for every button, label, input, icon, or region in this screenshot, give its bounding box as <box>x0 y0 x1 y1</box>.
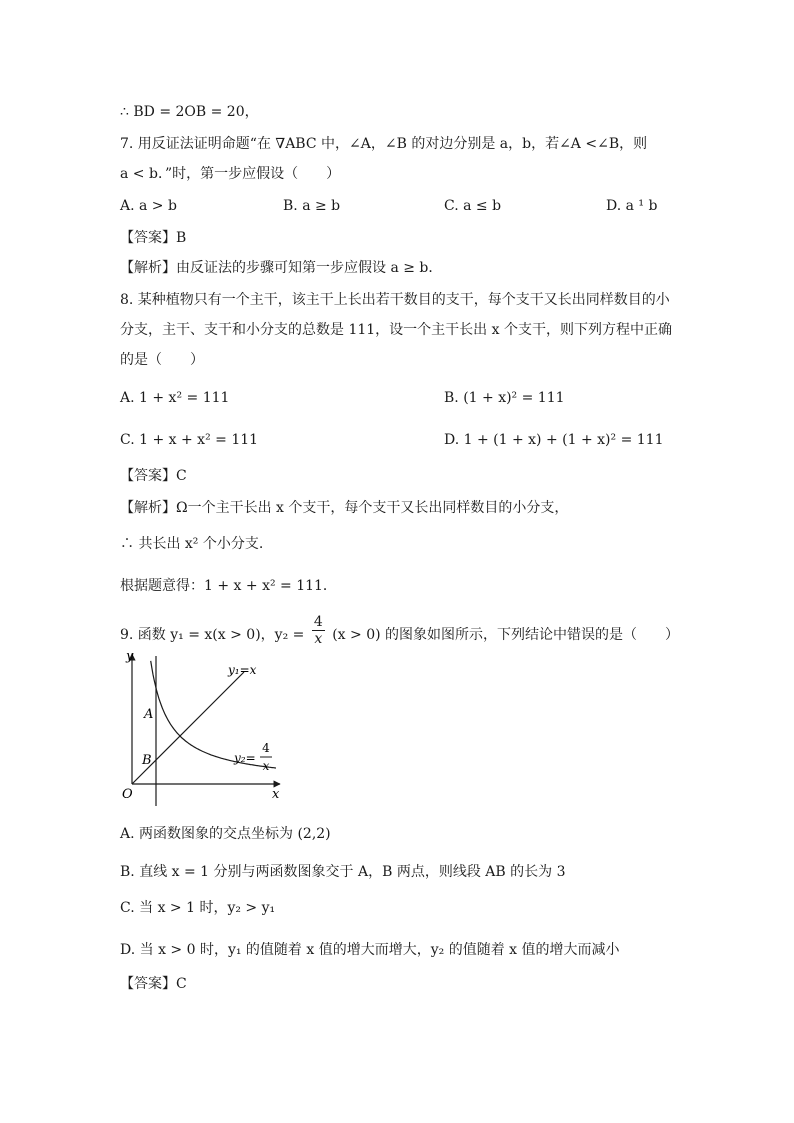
label-x-axis: x <box>272 787 280 802</box>
q7-option-a: A. a > b <box>120 198 177 214</box>
q8-option-c: C. 1 + x + x² = 111 <box>120 432 259 448</box>
q9-graph-svg <box>110 648 290 806</box>
q8-answer: 【答案】C <box>120 468 187 484</box>
q7-analysis: 【解析】由反证法的步骤可知第一步应假设 a ≥ b． <box>120 260 443 276</box>
curve-y2 <box>151 661 276 768</box>
label-y-axis: y <box>126 649 134 664</box>
q7-stem-line2: a < b．”时，第一步应假设（ ） <box>120 166 341 182</box>
q7-stem-line1: 7. 用反证法证明命题“在 ∇ABC 中，∠A，∠B 的对边分别是 a，b，若∠A <∠B，则 <box>120 136 648 152</box>
label-y1: y₁=x <box>228 663 257 677</box>
q7-option-d: D. a ¹ b <box>606 198 658 214</box>
q9-option-b: B. 直线 x = 1 分别与两函数图象交于 A，B 两点，则线段 AB 的长为 3 <box>120 864 566 880</box>
q8-stem-line3: 的是（ ） <box>120 352 204 368</box>
q9-stem-suffix: (x > 0) 的图象如图所示，下列结论中错误的是（ ） <box>332 626 680 643</box>
solution-line-bd: ∴ BD = 2OB = 20， <box>120 104 259 120</box>
q8-option-d: D. 1 + (1 + x) + (1 + x)² = 111 <box>444 432 664 448</box>
label-origin: O <box>122 787 133 802</box>
label-y2: y₂= <box>234 751 256 765</box>
q8-option-b: B. (1 + x)² = 111 <box>444 390 565 406</box>
q9-fraction <box>312 614 325 647</box>
label-point-a: A <box>144 707 154 722</box>
label-y2-denominator: x <box>262 759 270 773</box>
label-y2-numerator: 4 <box>262 741 270 755</box>
q7-option-c: C. a ≤ b <box>444 198 502 214</box>
label-point-b: B <box>142 753 152 768</box>
q9-fraction-numerator: 4 <box>313 614 323 630</box>
q9-option-d: D. 当 x > 0 时，y₁ 的值随着 x 值的增大而增大，y₂ 的值随着 x 值的增大而减小 <box>120 942 620 958</box>
q8-analysis-3: 根据题意得：1 + x + x² = 111． <box>120 578 337 594</box>
q9-function-graph <box>110 648 290 806</box>
q9-stem-prefix: 9. 函数 y₁ = x(x > 0)，y₂ = <box>120 626 305 643</box>
q9-stem <box>120 608 679 648</box>
q9-option-c: C. 当 x > 1 时，y₂ > y₁ <box>120 900 276 916</box>
q8-stem-line1: 8. 某种植物只有一个主干，该主干上长出若干数目的支干，每个支干又长出同样数目的小 <box>120 292 670 308</box>
q9-option-a: A. 两函数图象的交点坐标为 (2,2) <box>120 826 331 842</box>
q7-option-b: B. a ≥ b <box>283 198 341 214</box>
q9-fraction-denominator: x <box>314 631 323 647</box>
q8-analysis-1: 【解析】Ω一个主干长出 x 个支干，每个支干又长出同样数目的小分支， <box>120 500 569 516</box>
q7-answer: 【答案】B <box>120 230 187 246</box>
q9-answer: 【答案】C <box>120 976 187 992</box>
q8-option-a: A. 1 + x² = 111 <box>120 390 230 406</box>
q8-stem-line2: 分支，主干、支干和小分支的总数是 111，设一个主干长出 x 个支干，则下列方程中正确 <box>120 322 672 338</box>
q8-analysis-2: ∴ 共长出 x² 个小分支. <box>120 536 264 552</box>
